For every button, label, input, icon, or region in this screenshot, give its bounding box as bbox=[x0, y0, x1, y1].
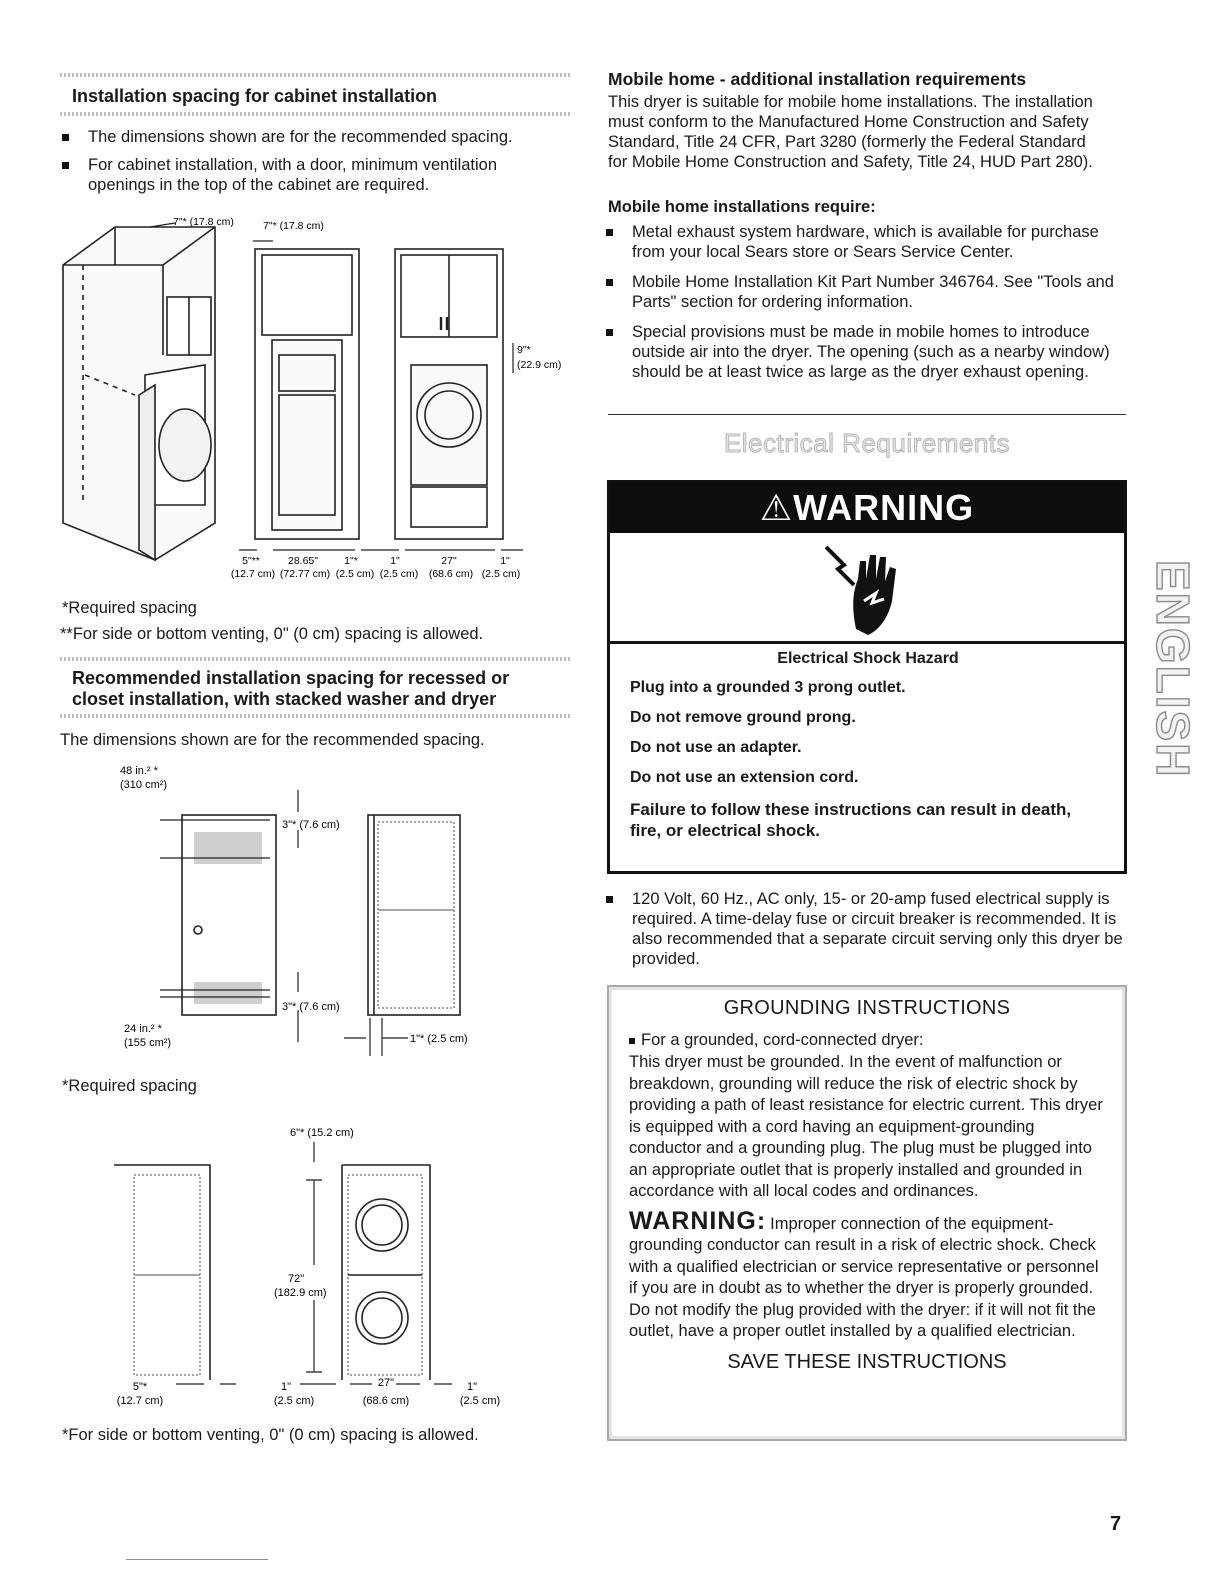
vent-bottom-area-cm: (155 cm²) bbox=[124, 1037, 172, 1049]
dim-label: (2.5 cm) bbox=[481, 568, 521, 580]
recessed-intro: The dimensions shown are for the recommended spacing. bbox=[60, 731, 485, 749]
gap-side: 1"* (2.5 cm) bbox=[410, 1033, 468, 1045]
bullet-icon bbox=[629, 1038, 635, 1044]
venting-note-2: *For side or bottom venting, 0" (0 cm) spacing is allowed. bbox=[62, 1426, 479, 1444]
stacked-diagram bbox=[100, 1120, 520, 1420]
vent-top-area-cm: (310 cm²) bbox=[120, 779, 168, 791]
dim-label: 1" bbox=[500, 555, 510, 567]
grounding-title: GROUNDING INSTRUCTIONS bbox=[723, 997, 1011, 1019]
page-number: 7 bbox=[1110, 1513, 1122, 1535]
section-divider bbox=[60, 73, 572, 77]
grounding-instructions-box bbox=[607, 985, 1127, 1441]
vent-top-area: 48 in.² * bbox=[120, 765, 158, 777]
electrical-requirements-title: Electrical Requirements bbox=[723, 428, 1011, 458]
warning-text bbox=[610, 644, 1124, 841]
cabinet-installation-diagram bbox=[55, 205, 575, 595]
footer-rule bbox=[126, 1559, 268, 1560]
dim-top-1: 7"* (17.8 cm) bbox=[173, 216, 234, 228]
venting-note: **For side or bottom venting, 0" (0 cm) spacing is allowed. bbox=[60, 625, 484, 643]
mobile-home-heading: Mobile home - additional installation requirements bbox=[608, 69, 1027, 89]
list-item: The dimensions shown are for the recommended spacing. bbox=[58, 127, 558, 147]
gap-top-b: 6"* (15.2 cm) bbox=[290, 1127, 354, 1139]
warning-triangle-icon: ⚠ bbox=[759, 487, 794, 528]
dim-label: (68.6 cm) bbox=[428, 568, 474, 580]
hazard-title: Electrical Shock Hazard bbox=[777, 650, 959, 667]
list-item: Special provisions must be made in mobile homes to introduce outside air into the dryer. The opening (such as a nearby window) should be at least twice as large as the dryer exhaust opening. bbox=[602, 322, 1124, 382]
grounding-bullet: For a grounded, cord-connected dryer: bbox=[629, 1030, 1113, 1050]
list-item: Mobile Home Installation Kit Part Number 346764. See "Tools and Parts" section for ordering information. bbox=[602, 272, 1124, 312]
dim-label: 27" bbox=[377, 1377, 395, 1389]
dim-label: 1" bbox=[280, 1381, 292, 1393]
dim-label: (2.5 cm) bbox=[459, 1395, 501, 1407]
required-spacing-note-2: *Required spacing bbox=[62, 1077, 197, 1095]
mobile-home-bullets bbox=[602, 222, 1124, 390]
recessed-spacing-heading: Recommended installation spacing for recessed or closet installation, with stacked washer and dryer bbox=[72, 668, 510, 709]
list-item: For cabinet installation, with a door, minimum ventilation openings in the top of the cabinet are required. bbox=[58, 155, 558, 195]
dim-label: (12.7 cm) bbox=[230, 568, 276, 580]
grounding-warning: WARNING: Improper connection of the equipment-grounding conductor can result in a risk of electric shock. Check with a qualified electrician or service representative or personnel if you are in doubt as to whether the dryer is properly grounded. Do not modify the plug provided with the dryer: if it will not fit the outlet, have a proper outlet installed by a qualified electrician. bbox=[629, 1206, 1099, 1340]
dim-label: (72.77 cm) bbox=[279, 568, 331, 580]
list-item: Metal exhaust system hardware, which is available for purchase from your local Sears store or Sears Service Center. bbox=[602, 222, 1124, 262]
dim-label: 27" bbox=[441, 555, 457, 567]
warning-box bbox=[607, 480, 1127, 874]
save-instructions: SAVE THESE INSTRUCTIONS bbox=[727, 1350, 1007, 1373]
height-in: 72" bbox=[288, 1273, 305, 1285]
mobile-home-para: This dryer is suitable for mobile home installations. The installation must conform to the Manufactured Home Construction and Safety Standard, Title 24 CFR, Part 3280 (formerly the Federal Standard for Mobile Home Construction and Safety, Title 24, HUD Part 280). bbox=[608, 93, 1093, 171]
list-item: 120 Volt, 60 Hz., AC only, 15- or 20-amp fused electrical supply is required. A time-delay fuse or circuit breaker is recommended. It is also recommended that a separate circuit serving only this dryer be provided. bbox=[602, 889, 1124, 969]
section-rule bbox=[608, 414, 1126, 415]
grounding-warning-word: WARNING: bbox=[629, 1206, 767, 1235]
section-divider bbox=[60, 112, 572, 116]
warning-line: Do not use an adapter. bbox=[630, 739, 802, 756]
dim-label: (68.6 cm) bbox=[362, 1395, 410, 1407]
cabinet-bullets bbox=[58, 127, 558, 203]
warning-title: WARNING bbox=[793, 487, 975, 528]
section-divider bbox=[60, 657, 572, 661]
warning-header bbox=[610, 483, 1124, 533]
required-spacing-note: *Required spacing bbox=[62, 599, 197, 617]
dim-label: 5"* bbox=[132, 1381, 148, 1393]
dim-label: 5"** bbox=[242, 555, 260, 567]
english-side-tab: ENGLISH bbox=[1147, 560, 1199, 779]
vent-bottom-area: 24 in.² * bbox=[124, 1023, 162, 1035]
shock-hazard-icon bbox=[610, 533, 1124, 644]
dim-right-cm: (22.9 cm) bbox=[517, 359, 562, 371]
dim-right-in: 9"* bbox=[517, 344, 531, 356]
section-divider bbox=[60, 714, 572, 718]
cabinet-spacing-heading: Installation spacing for cabinet installation bbox=[72, 86, 438, 106]
warning-line: Plug into a grounded 3 prong outlet. bbox=[630, 679, 906, 696]
dim-label: 1" bbox=[466, 1381, 478, 1393]
warning-line: Do not remove ground prong. bbox=[630, 709, 856, 726]
dim-label: 1" bbox=[390, 555, 400, 567]
closet-door-diagram bbox=[120, 760, 520, 1070]
dim-label: (2.5 cm) bbox=[379, 568, 419, 580]
power-bullet bbox=[602, 889, 1124, 977]
dim-label: (2.5 cm) bbox=[273, 1395, 315, 1407]
dim-label: 1"* bbox=[344, 555, 358, 567]
warning-line: Do not use an extension cord. bbox=[630, 769, 859, 786]
dim-label: 28.65" bbox=[287, 555, 319, 567]
dim-top-2: 7"* (17.8 cm) bbox=[263, 220, 324, 232]
grounding-para: This dryer must be grounded. In the event of malfunction or breakdown, grounding will reduce the risk of electric shock by providing a path of least resistance for electric current. This dryer is equipped with a cord having an equipment-grounding conductor and a grounding plug. The plug must be plugged into an appropriate outlet that is properly installed and grounded in accordance with all local codes and ordinances. bbox=[629, 1053, 1103, 1200]
dim-label: (2.5 cm) bbox=[335, 568, 375, 580]
gap-top: 3"* (7.6 cm) bbox=[282, 819, 340, 831]
height-cm: (182.9 cm) bbox=[274, 1287, 327, 1299]
dim-label: (12.7 cm) bbox=[116, 1395, 164, 1407]
warning-line: Failure to follow these instructions can result in death, fire, or electrical shock. bbox=[630, 800, 1072, 840]
gap-bottom: 3"* (7.6 cm) bbox=[282, 1001, 340, 1013]
mobile-home-subheading: Mobile home installations require: bbox=[608, 198, 876, 216]
